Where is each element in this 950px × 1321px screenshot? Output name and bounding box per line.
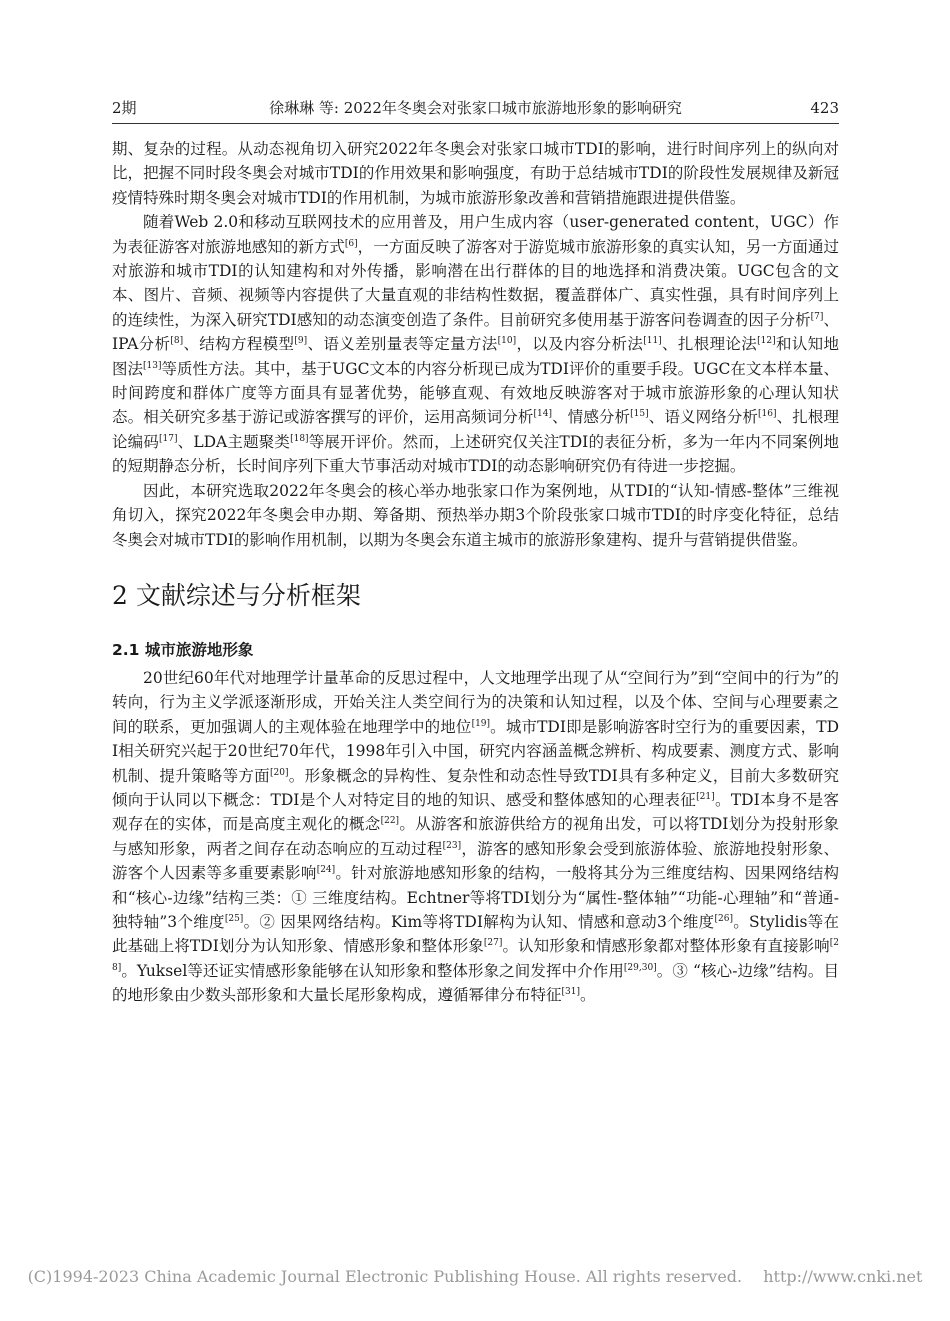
citation: [14] xyxy=(533,409,552,420)
citation: [11] xyxy=(643,336,662,347)
citation: [12] xyxy=(757,336,776,347)
running-title: 徐琳琳 等: 2022年冬奥会对张家口城市旅游地形象的影响研究 xyxy=(269,99,682,117)
paragraph-4: 20世纪60年代对地理学计量革命的反思过程中，人文地理学出现了从“空间行为”到“空间中的行为”的转向，行为主义学派逐渐形成，开始关注人类空间行为的决策和认知过程，以及个体、空间与心理要素之间的联系，更加强调人的主观体验在地理学中的地位[19]。城市TDI即是影响游客时空行为的重要因素，TDI相关研究兴起于20世纪70年代，1998年引入中国，研究内容涵盖概念辨析、构成要素、测度方式、影响机制、提升策略等方面[20]。形象概念的异构性、复杂性和动态性导致TDI具有多种定义，目前大多数研究倾向于认同以下概念：TDI是个人对特定目的地的知识、感受和整体感知的心理表征[21]。TDI本身不是客观存在的实体，而是高度主观化的概念[22]。从游客和旅游供给方的视角出发，可以将TDI划分为投射形象与感知形象，两者之间存在动态响应的互动过程[23]，游客的感知形象会受到旅游体验、旅游地投射形象、游客个人因素等多重要素影响[24]。针对旅游地感知形象的结构，一般将其分为三维度结构、因果网络结构和“核心-边缘”结构三类：① 三维度结构。Echtner等将TDI划分为“属性-整体轴”“功能-心理轴”和“普通-独特轴”3个维度[25]。② 因果网络结构。Kim等将TDI解构为认知、情感和意动3个维度[26]。Stylidis等在此基础上将TDI划分为认知形象、情感形象和整体形象[27]。认知形象和情感形象都对整体形象有直接影响[28]。Yuksel等还证实情感形象能够在认知形象和整体形象之间发挥中介作用[29,30]。③ “核心-边缘”结构。目的地形象由少数头部形象和大量长尾形象构成，遵循幂律分布特征[31]。 xyxy=(112,668,839,1005)
citation: [10] xyxy=(497,336,517,347)
citation: [27] xyxy=(483,938,503,949)
citation: [29,30] xyxy=(623,962,657,973)
citation: [28] xyxy=(112,938,839,973)
citation: [9] xyxy=(294,336,308,347)
citation: [24] xyxy=(316,865,336,875)
citation: [8] xyxy=(170,336,184,347)
copyright-footer xyxy=(0,1266,950,1288)
paragraph-3: 因此，本研究选取2022年冬奥会的核心举办地张家口作为案例地，从TDI的“认知-情感-整体”三维视角切入，探究2022年冬奥会申办期、筹备期、预热举办期3个阶段张家口城市TDI的时序变化特征，总结冬奥会对城市TDI的影响作用机制，以期为冬奥会东道主城市的旅游形象建构、提升与营销提供借鉴。 xyxy=(112,481,839,549)
header-rule xyxy=(112,123,839,124)
citation: [17] xyxy=(159,433,178,444)
citation: [7] xyxy=(810,311,824,322)
citation: [16] xyxy=(758,409,777,420)
citation: [13] xyxy=(143,360,162,371)
page-number: 423 xyxy=(810,99,839,117)
section-heading: 2 文献综述与分析框架 xyxy=(112,580,361,610)
subsection-heading: 2.1 城市旅游地形象 xyxy=(112,640,254,659)
copyright-notice: (C)1994-2023 China Academic Journal Electronic Publishing House. All rights reserved. xyxy=(27,1267,743,1286)
citation: [6] xyxy=(344,238,358,249)
running-header xyxy=(112,97,839,119)
cnki-url[interactable]: http://www.cnki.net xyxy=(763,1267,923,1286)
citation: [26] xyxy=(714,913,733,924)
paragraph-2: 随着Web 2.0和移动互联网技术的应用普及，用户生成内容（user-generated content，UGC）作为表征游客对旅游地感知的新方式[6]，一方面反映了游客对于游览城市旅游形象的真实认知，另一方面通过对旅游和城市TDI的认知建构和对外传播，影响潜在出行群体的目的地选择和消费决策。UGC包含的文本、图片、音频、视频等内容提供了大量直观的非结构性数据，覆盖群体广、真实性强，具有时间序列上的连续性，为深入研究TDI感知的动态演变创造了条件。目前研究多使用基于游客问卷调查的因子分析[7]、IPA分析[8]、结构方程模型[9]、语义差别量表等定量方法[10]，以及内容分析法[11]、扎根理论法[12]和认知地图法[13]等质性方法。其中，基于UGC文本的内容分析现已成为TDI评价的重要手段。UGC在文本样本量、时间跨度和群体广度等方面具有显著优势，能够直观、有效地反映游客对于城市旅游形象的心理认知状态。相关研究多基于游记或游客撰写的评价，运用高频词分析[14]、情感分析[15]、语义网络分析[16]、扎根理论编码[17]、LDA主题聚类[18]等展开评价。然而，上述研究仅关注TDI的表征分析，多为一年内不同案例地的短期静态分析，长时间序列下重大节事活动对城市TDI的动态影响研究仍有待进一步挖掘。 xyxy=(112,213,839,476)
citation: [22] xyxy=(380,816,400,827)
citation: [23] xyxy=(442,840,462,851)
citation: [18] xyxy=(290,433,309,444)
paragraph-1: 期、复杂的过程。从动态视角切入研究2022年冬奥会对张家口城市TDI的影响，进行时间序列上的纵向对比，把握不同时段冬奥会对城市TDI的作用效果和影响强度，有助于总结城市TDI的阶段性发展规律及新冠疫情特殊时期冬奥会对城市TDI的作用机制，为城市旅游形象改善和营销措施跟进提供借鉴。 xyxy=(112,140,839,207)
citation: [21] xyxy=(696,791,715,802)
citation: [20] xyxy=(269,767,289,778)
article-body xyxy=(112,137,839,1008)
issue-label: 2期 xyxy=(112,99,137,117)
citation: [19] xyxy=(471,718,491,729)
citation: [31] xyxy=(561,987,580,998)
citation: [15] xyxy=(630,409,649,420)
citation: [25] xyxy=(224,913,244,924)
